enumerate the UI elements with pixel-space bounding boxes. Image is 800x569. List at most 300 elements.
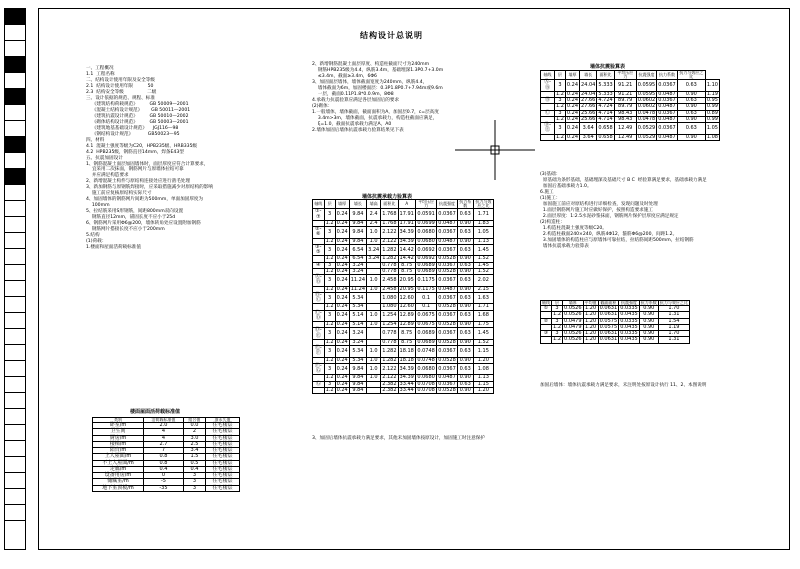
- table-cell: 2.122: [381, 227, 398, 239]
- table-cell: 3: [324, 262, 335, 268]
- table-cell: 3: [552, 318, 563, 324]
- table-cell: 3.24: [368, 255, 380, 262]
- table-cell: 0.0528: [438, 386, 456, 393]
- table-cell: 1.31: [658, 312, 689, 318]
- table-cell: 0.0367: [438, 261, 456, 268]
- column-header: 抗力系数: [657, 71, 678, 80]
- table-cell: 0: [144, 473, 184, 479]
- table-cell: 0.0631: [599, 330, 618, 337]
- table-cell: 12.60: [398, 292, 415, 304]
- table-cell: 住宅楼层: [206, 473, 240, 479]
- table-cell: [367, 292, 381, 304]
- table-cell: 0.0367: [658, 97, 676, 104]
- table-cell: 0.63: [677, 80, 705, 92]
- table-cell: 0.0335: [620, 330, 638, 337]
- column-header: 组合值: [183, 418, 205, 423]
- table-cell: 1.282: [381, 346, 398, 358]
- title-block-cell: [5, 73, 25, 89]
- table-cell: 1.68: [473, 310, 493, 322]
- table-cell: 1.282: [381, 244, 398, 256]
- table-cell: 3: [554, 123, 565, 135]
- table-cell: 34.39: [399, 237, 414, 244]
- column-header: 活荷载标准值: [144, 418, 184, 423]
- table-cell: 住宅楼层: [206, 454, 240, 460]
- table-cell: 0.90: [639, 331, 658, 337]
- table-row: [313, 387, 494, 393]
- table-cell: 0.0478: [637, 115, 656, 122]
- table-row: [313, 357, 494, 363]
- table-cell: 1.70: [658, 306, 689, 312]
- table-row: [541, 134, 720, 140]
- table-cell: 0.24: [566, 115, 579, 122]
- title-block: [4, 8, 26, 550]
- table-cell: 1.2: [325, 338, 334, 345]
- table-cell: 1.20: [473, 357, 493, 363]
- table-cell: 1.0: [367, 275, 381, 287]
- table-cell: 0.0478: [637, 109, 656, 116]
- table-cell: 11.24: [350, 285, 366, 292]
- table-cell: 1.05: [705, 123, 719, 135]
- table-cell: 3.24: [349, 262, 366, 268]
- table-cell: 0.0487: [438, 237, 456, 244]
- table-cell: 3: [552, 306, 563, 312]
- title-block-cell: [5, 25, 25, 41]
- table-cell: 0.24: [336, 374, 348, 381]
- table-cell: 1.45: [473, 328, 493, 340]
- table-cell: 2.122: [381, 363, 398, 375]
- table-cell: 0.0631: [599, 305, 618, 312]
- table-cell: 0.0367: [657, 123, 678, 135]
- title-block-cell: [5, 345, 25, 361]
- table-cell: 0.0487: [658, 103, 676, 110]
- table-cell: 0.4: [144, 466, 184, 472]
- table-cell: 0.1: [415, 304, 436, 310]
- table-row: [541, 337, 690, 343]
- column-header: 准永久值: [206, 418, 240, 423]
- table-cell: 34.39: [398, 227, 415, 239]
- table-cell: 5.34: [349, 346, 366, 358]
- table-cell: 0.0675: [417, 321, 435, 328]
- column-header: A: [398, 200, 415, 209]
- table-cell: 11.24: [349, 275, 366, 287]
- table-cell: 0.63: [677, 110, 705, 116]
- table-row: [541, 123, 720, 135]
- table-cell: 8.75: [398, 268, 415, 274]
- table-cell: 1.254: [382, 321, 397, 328]
- table-cell: 3: [324, 310, 335, 322]
- table-cell: 1.20: [585, 311, 597, 318]
- table-cell: 0.0526: [564, 336, 582, 343]
- table-cell: Ⓒ: [541, 110, 555, 116]
- title-block-cell: [5, 409, 25, 425]
- table-cell: 1.45: [473, 262, 493, 268]
- table-cell: 0.90: [457, 286, 473, 292]
- column-header: 墙高: [367, 200, 381, 209]
- table-cell: 3: [324, 244, 335, 256]
- table-row: [541, 80, 720, 92]
- table-row: [313, 346, 494, 358]
- table-cell: 卫生间: [93, 429, 144, 435]
- table-cell: 1.2: [325, 219, 334, 226]
- table-cell: 3: [324, 209, 335, 221]
- table-cell: 0.1175: [415, 275, 436, 287]
- table-cell: 0.99: [706, 115, 718, 122]
- table-cell: 0.24: [336, 285, 348, 292]
- table-cell: 27.66: [581, 103, 596, 110]
- table-cell: 1.2: [325, 267, 334, 274]
- table-cell: 1.75: [473, 322, 493, 328]
- table-cell: 0.8: [144, 454, 184, 460]
- table-cell: 0.90: [639, 306, 658, 312]
- table-cell: 0.1: [415, 292, 436, 304]
- table-cell: 3: [324, 275, 335, 287]
- table-cell: 1.2: [325, 237, 334, 244]
- title-block-cell: [5, 441, 25, 457]
- table-cell: 0.0487: [438, 374, 456, 381]
- column-header: 抗震强度: [437, 200, 458, 209]
- table-cell: 5.14: [349, 322, 366, 328]
- right-notes: (3)基础： 原基础为条形基础，基础埋深及基础尺寸 B C 经验算满足要求，基础承载力满足 加固后基础承载力1.0。 6.施工 (1)施工： 加固施工前应对原结构进行详细检查，发现问题及时处理 1.面层钢筋网片施工时应做好保护，按照构造要求施工 2.面层厚度：1:2.5水泥砂浆抹面，钢筋网片保护层厚度应满足规定 (2)构造柱： 1.构造柱混凝土强度等级C20。 2.构造柱截面240×240，纵筋4Φ12，箍筋Φ6@200，间距1.2。 3.加固墙体的构造柱应与原墙体可靠拉结，拉结筋间距500mm，拉结钢筋 墙体抗震承载力验算表: [540, 172, 707, 249]
- table-cell: 6.54: [349, 244, 366, 256]
- table-cell: 0.24: [336, 255, 348, 262]
- table-cell: 91.21: [614, 80, 636, 92]
- table-cell: 0.0526: [564, 305, 582, 312]
- table-cell: 0.0595: [636, 80, 657, 92]
- table-cell: [541, 337, 552, 343]
- table-cell: 0.90: [677, 116, 705, 122]
- table-cell: 住宅楼层: [206, 485, 240, 491]
- table-cell: 1.2: [325, 285, 334, 292]
- table-cell: 0.778: [381, 328, 398, 340]
- title-block-cell: [5, 153, 25, 169]
- table-cell: 0.24: [336, 267, 348, 274]
- table-cell: 1.254: [381, 310, 398, 322]
- table-cell: 3.24: [367, 244, 381, 256]
- table-cell: 2.458: [382, 285, 397, 292]
- table-cell: 0.0367: [437, 227, 458, 239]
- table-cell: 0.24: [335, 346, 349, 358]
- table-cell: 0.63: [457, 310, 473, 322]
- table-cell: 0.24: [336, 303, 348, 310]
- table-cell: 0.0692: [415, 244, 436, 256]
- mid-table-caption: 墙体抗震承载力验算表: [362, 194, 413, 200]
- table-cell: 设备用房/m: [93, 473, 144, 479]
- table-cell: 0.24: [336, 356, 348, 363]
- table-cell: 0.0631: [599, 311, 618, 318]
- table-cell: 0.63: [457, 227, 473, 239]
- column-header: 抗力系数: [459, 199, 472, 209]
- table-cell: 3.64: [580, 134, 597, 140]
- table-cell: 4.724: [598, 97, 613, 104]
- table-cell: 2.02: [473, 275, 493, 287]
- table-cell: 上人屋面/m: [93, 454, 144, 460]
- table-cell: 1.0: [367, 286, 381, 292]
- table-cell: 0.0528: [438, 303, 456, 310]
- table-cell: 0.24: [335, 244, 349, 256]
- table-cell: 98.43: [614, 116, 636, 122]
- table-cell: 20.95: [398, 275, 415, 287]
- table-cell: 0.24: [336, 386, 348, 393]
- column-header: 抗力与效应之比: [659, 300, 688, 305]
- table-cell: 0.90: [639, 312, 658, 318]
- table-cell: 3: [324, 227, 335, 239]
- table-cell: 0.0367: [438, 380, 456, 387]
- table-cell: [367, 328, 381, 340]
- table-cell: 不上人屋面/m: [93, 460, 144, 466]
- table-cell: 0.63: [457, 209, 473, 221]
- table-cell: ③: [541, 331, 552, 337]
- table-cell: 0.5: [183, 460, 205, 466]
- table-cell: 0.0689: [415, 328, 436, 340]
- load-table: [92, 417, 240, 492]
- table-cell: 0.24: [335, 363, 349, 375]
- column-header: 轴线: [542, 300, 551, 305]
- table-cell: 0.4: [183, 466, 205, 472]
- load-table-caption: 楼面屋面活荷载标准值: [130, 409, 181, 415]
- table-cell: 98.43: [614, 110, 636, 116]
- table-cell: 1.08: [473, 363, 493, 375]
- table-cell: 0.63: [457, 244, 473, 256]
- table-cell: 9.84: [349, 381, 366, 387]
- table-cell: 2.382: [382, 380, 397, 387]
- table-cell: 0.0367: [437, 244, 458, 256]
- table-cell: 9.84: [349, 238, 366, 244]
- column-header: 截面面积: [598, 301, 619, 306]
- table-cell: 储藏室/m: [93, 479, 144, 485]
- table-cell: 0.0708: [417, 386, 435, 393]
- table-cell: 9.84: [349, 375, 366, 381]
- table-cell: 0.658: [598, 133, 613, 140]
- table-cell: 2.122: [382, 237, 397, 244]
- table-cell: 0.24: [565, 123, 579, 135]
- title-block-cell: [5, 505, 25, 521]
- table-row: [313, 292, 494, 304]
- table-cell: 住宅楼层: [206, 479, 240, 485]
- table-cell: 5.34: [349, 304, 366, 310]
- table-cell: 0.24: [566, 97, 579, 104]
- table-cell: 住宅楼层: [206, 441, 240, 447]
- table-cell: 住宅楼层: [206, 448, 240, 454]
- column-header: 面积比: [597, 71, 614, 80]
- crosshair-cursor-icon: [455, 120, 535, 180]
- table-cell: 0.90: [457, 304, 473, 310]
- table-cell: 0.0748: [417, 356, 435, 363]
- table-cell: 0.63: [457, 346, 473, 358]
- table-cell: 0.658: [597, 123, 614, 135]
- table-cell: 34.39: [398, 363, 415, 375]
- table-cell: 0.0575: [599, 317, 618, 324]
- table-cell: 2.7: [144, 441, 184, 447]
- table-cell: 0.0487: [658, 133, 676, 140]
- table-cell: 33.44: [399, 380, 414, 387]
- table-cell: 1.13: [473, 375, 493, 381]
- table-cell: 0.0595: [637, 90, 656, 97]
- right-table2: [540, 300, 690, 344]
- table-cell: 0.24: [336, 219, 348, 226]
- title-block-cell: [5, 233, 25, 249]
- table-cell: [313, 387, 325, 393]
- table-cell: 地下室顶板/m: [93, 485, 144, 491]
- table-cell: 0.24: [566, 133, 579, 140]
- table-cell: 17.91: [399, 219, 414, 226]
- title-block-cell: [5, 265, 25, 281]
- table-cell: 0.0335: [620, 317, 638, 324]
- table-cell: 3: [554, 98, 565, 104]
- table-cell: 0.0631: [599, 336, 618, 343]
- column-header: 轴线: [541, 71, 555, 80]
- table-cell: 8.75: [398, 328, 415, 340]
- table-cell: 1.13: [473, 238, 493, 244]
- table-cell: 0.63: [457, 262, 473, 268]
- table-cell: 1.282: [382, 356, 397, 363]
- table-cell: 0.63: [457, 381, 473, 387]
- table-cell: 0.63: [457, 328, 473, 340]
- table-cell: 18.18: [399, 356, 414, 363]
- column-header: 层: [552, 301, 563, 306]
- table-cell: 1.05: [473, 227, 493, 239]
- table-cell: 14.42: [399, 255, 414, 262]
- table-cell: 1.15: [473, 381, 493, 387]
- table-cell: 1.2: [555, 103, 564, 110]
- table-cell: 1.20: [585, 323, 597, 330]
- table-cell: 0.778: [382, 261, 397, 268]
- table-cell: 0.63: [457, 363, 473, 375]
- table-cell: 1.2: [325, 321, 334, 328]
- table-cell: -35: [144, 485, 184, 491]
- table-cell: 0.0680: [415, 363, 436, 375]
- table-cell: 住宅楼层: [206, 429, 240, 435]
- table-cell: 阳台/m: [93, 448, 144, 454]
- table-cell: 12.89: [398, 310, 415, 322]
- table-row: [541, 116, 720, 122]
- column-header: 层: [324, 200, 335, 209]
- table-cell: 0.90: [677, 91, 705, 97]
- table-cell: Ⓖ: [313, 381, 325, 387]
- table-cell: 1.10: [705, 80, 719, 92]
- title-block-cell: [5, 297, 25, 313]
- table-cell: 0.778: [382, 267, 397, 274]
- table-cell: Ⓒ-Ⓓ: [313, 310, 325, 322]
- column-header: 抗力系数: [640, 300, 657, 305]
- table-cell: ②-⑥: [313, 227, 325, 239]
- table-cell: 20.95: [399, 285, 414, 292]
- table-cell: 0.90: [457, 238, 473, 244]
- table-cell: 1.2: [325, 303, 334, 310]
- table-cell: 住宅楼层: [206, 460, 240, 466]
- table-cell: 0.24: [335, 275, 349, 287]
- table-cell: 1.0: [367, 357, 381, 363]
- table-cell: 1.2: [553, 323, 561, 330]
- table-cell: Ⓔ-Ⓕ: [313, 346, 325, 358]
- table-cell: 0.99: [706, 103, 718, 110]
- table-cell: 0.90: [457, 220, 473, 226]
- right-table1: [540, 70, 720, 141]
- column-header: 墙厚: [565, 71, 579, 80]
- table-cell: 0.24: [336, 380, 348, 387]
- table-cell: 0.0689: [417, 261, 435, 268]
- title-block-cell: [5, 169, 25, 185]
- title-block-cell: [5, 185, 25, 201]
- table-cell: 5.14: [349, 310, 366, 322]
- table-cell: ②: [541, 318, 552, 324]
- table-row: [313, 304, 494, 310]
- title-block-cell: [5, 377, 25, 393]
- table-row: [313, 286, 494, 292]
- table-cell: 0.90: [639, 324, 658, 330]
- table-cell: 1.20: [585, 330, 597, 337]
- column-header: 墙长: [349, 200, 366, 209]
- table-cell: 5.333: [597, 80, 614, 92]
- table-cell: 0.1175: [417, 285, 435, 292]
- table-cell: 1.19: [658, 324, 689, 330]
- table-cell: 3: [183, 473, 205, 479]
- right-table1-caption: 墙体抗震验算表: [590, 64, 626, 70]
- column-header: 类别: [93, 418, 144, 423]
- table-cell: 9.84: [349, 209, 366, 221]
- table-cell: 0.24: [335, 292, 349, 304]
- table-cell: 0.0: [183, 423, 205, 429]
- title-block-cell: [5, 457, 25, 473]
- table-cell: 0.90: [639, 337, 658, 343]
- table-row: [313, 310, 494, 322]
- table-cell: 1.2: [325, 386, 334, 393]
- title-block-cell: [5, 329, 25, 345]
- table-cell: 0.0699: [417, 219, 435, 226]
- table-cell: 1.2: [555, 115, 564, 122]
- table-cell: Ⓕ-Ⓖ: [313, 363, 325, 375]
- table-cell: 24.04: [581, 90, 596, 97]
- table-cell: 0.90: [457, 322, 473, 328]
- table-cell: 4: [144, 429, 184, 435]
- table-cell: [541, 134, 555, 140]
- table-cell: 18.18: [398, 346, 415, 358]
- table-cell: 0.95: [706, 97, 718, 104]
- table-cell: 12.60: [399, 303, 414, 310]
- table-cell: 1.20: [473, 387, 493, 393]
- table-cell: 89.79: [614, 104, 636, 110]
- table-cell: 0.24: [335, 209, 349, 221]
- table-cell: 0.0487: [658, 90, 676, 97]
- table-cell: 0.24: [336, 321, 348, 328]
- column-header: 抗震强度: [619, 301, 640, 306]
- table-cell: 3.0: [183, 435, 205, 441]
- table-cell: 0.0367: [657, 80, 678, 92]
- table-cell: 0.0689: [417, 267, 435, 274]
- table-cell: 0.0479: [564, 317, 582, 324]
- table-cell: 0.0528: [438, 267, 456, 274]
- table-cell: 9.84: [349, 227, 366, 239]
- title-block-cell: [5, 361, 25, 377]
- table-cell: 0.0528: [438, 321, 456, 328]
- table-cell: 1.282: [382, 255, 397, 262]
- table-cell: 0.0529: [636, 123, 657, 135]
- table-cell: 0.24: [335, 227, 349, 239]
- table-cell: ①: [541, 306, 552, 312]
- table-cell: 住宅楼层: [206, 466, 240, 472]
- table-cell: 3.64: [580, 123, 597, 135]
- table-cell: -5: [144, 479, 184, 485]
- table-cell: 2.15: [473, 286, 493, 292]
- table-cell: 5.34: [349, 357, 366, 363]
- title-block-cell: [5, 313, 25, 329]
- table-cell: 1.0: [367, 346, 381, 358]
- table-cell: 0.0367: [437, 328, 458, 340]
- table-cell: 卧室/m: [93, 423, 144, 429]
- table-row: [313, 238, 494, 244]
- table-cell: 0.0748: [415, 346, 436, 358]
- table-cell: 0.0367: [437, 363, 458, 375]
- table-cell: 0.90: [457, 357, 473, 363]
